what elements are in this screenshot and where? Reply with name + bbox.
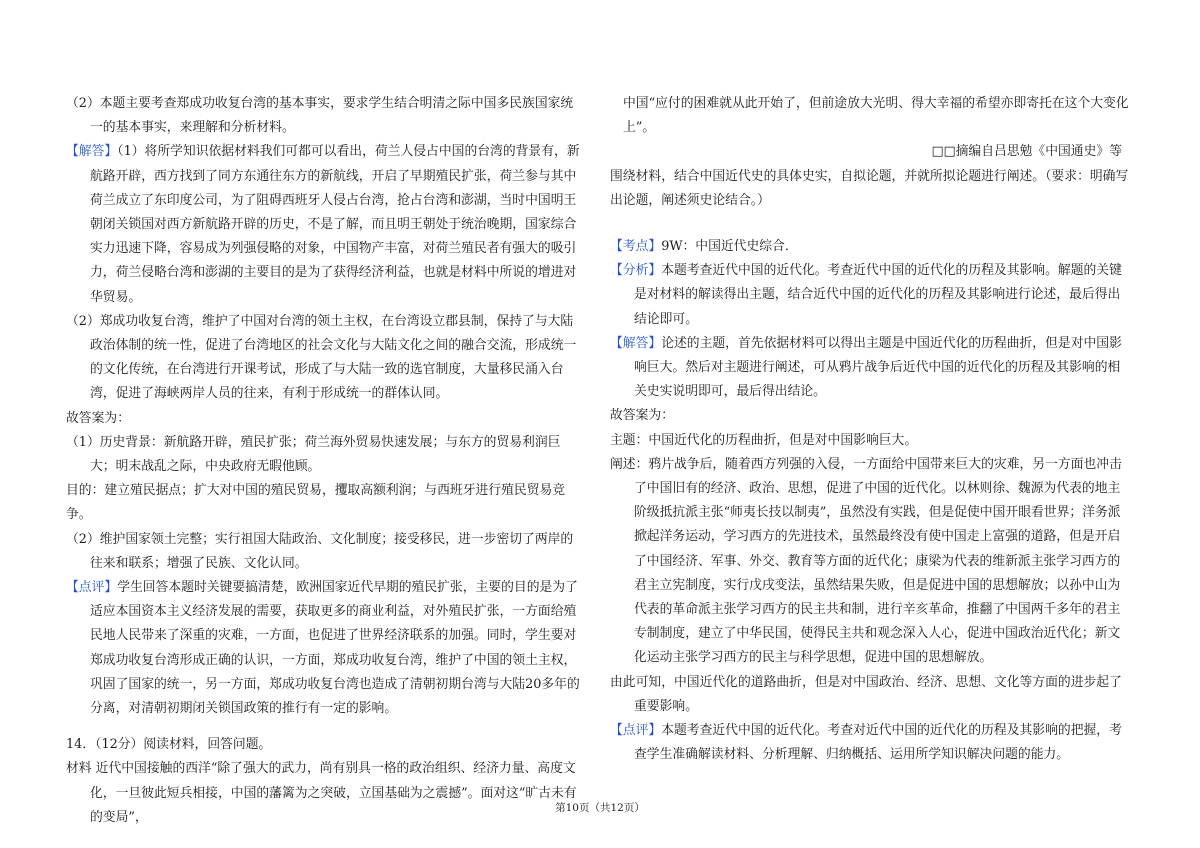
review-tag-right: 【点评】 [610, 723, 662, 739]
final-answer-1: （1）历史背景：新航路开辟，殖民扩张；荷兰海外贸易快速发展；与东方的贸易利润巨大；明末战乱之际，中央政府无暇他顾。 [66, 434, 561, 475]
review-text-right: 本题考查近代中国的近代化。考查对近代中国的近代化的历程及其影响的把握，考查学生准确解读材料、分析理解、归纳概括、运用所学知识解决问题的能力。 [634, 723, 1122, 763]
spacer [610, 213, 1130, 235]
left-column [66, 92, 586, 830]
material-continuation: 中国“应付的困难就从此开始了，但前途放大光明、得大幸福的希望亦即寄托在这个大变化上”。 [623, 96, 1129, 136]
jieda [610, 332, 1130, 405]
review-paragraph [66, 576, 586, 721]
kaodian-text: 9W：中国近代史综合． [661, 239, 798, 255]
page-footer: 第10页（共12页） [555, 802, 645, 814]
answer-label: 故答案为： [66, 410, 130, 426]
final-answer-2: （2）维护国家领土完整；实行祖国大陆政治、文化制度；接受移民，进一步密切了两岸的往来和联系；增强了民族、文化认同。 [66, 531, 574, 571]
question-14-title: 14．（12分）阅读材料，回答问题。 [66, 737, 272, 753]
fenxi-text: 本题考查近代中国的近代化。考查近代中国的近代化的历程及其影响。解题的关键是对材料的解读得出主题，结合近代中国的近代化的历程及其影响进行论述，最后得出结论即可。 [634, 263, 1122, 327]
fenxi-tag: 【分析】 [610, 263, 662, 279]
spacer [66, 721, 586, 733]
kaodian-tag: 【考点】 [610, 239, 662, 255]
kaodian [610, 235, 1130, 259]
review-text: 学生回答本题时关键要搞清楚，欧洲国家近代早期的殖民扩张，主要的目的是为了适应本国资本主义经济发展的需要，获取更多的商业利益，对外殖民扩张，一方面给殖民地人民带来了深重的灾难，一方面，也促进了世界经济联系的加强。同时，学生要对郑成功收复台湾形成正确的认识，一方面，郑成功收复台湾，维护了中国的领土主权，巩固了国家的统一，另一方面，郑成功收复台湾也造成了清朝初期台湾与大陆20多年的分离，对清朝初期闭关锁国政策的推行有一定的影响。 [90, 580, 580, 717]
answer-exposition: 阐述：鸦片战争后，随着西方列强的入侵，一方面给中国带来巨大的灾难，另一方面也冲击了中国旧有的经济、政治、思想，促进了中国的近代化。以林则徐、魏源为代表的地主阶级抵抗派主张“师夷长技以制夷”，虽然没有实践，但是促使中国开眼看世界；洋务派掀起洋务运动，学习西方的先进技术，虽然最终没有使中国走上富强的道路，但是开启了中国经济、军事、外交、教育等方面的近代化；康梁为代表的维新派主张学习西方的君主立宪制度，实行戊戌变法，虽然结果失败，但是促进中国的思想解放；以孙中山为代表的革命派主张学习西方的民主共和制，进行辛亥革命，推翻了中国两千多年的君主专制制度，建立了中华民国，使得民主共和观念深入人心，促进中国政治近代化；新文化运动主张学习西方的民主与科学思想，促进中国的思想解放。 [610, 456, 1122, 666]
answer-theme: 主题：中国近代化的历程曲折，但是对中国影响巨大。 [610, 432, 918, 448]
answer-part1 [66, 140, 586, 309]
material-source: □□摘编自吕思勉《中国通史》等 [931, 144, 1122, 160]
question-task: 围绕材料，结合中国近代史的具体史实，自拟论题，并就所拟论题进行阐述。（要求：明确写出论题，阐述须史论结合。） [610, 168, 1129, 208]
jieda-text: 论述的主题，首先依据材料可以得出主题是中国近代化的历程曲折，但是对中国影响巨大。然后对主题进行阐述，可从鸦片战争后近代中国的近代化的历程及其影响的相关史实说明即可，最后得出结论。 [634, 335, 1122, 400]
answer-part2: （2）郑成功收复台湾，维护了中国对台湾的领土主权，在台湾设立郡县制，保持了与大陆政治体制的统一性，促进了台湾地区的社会文化与大陆文化之间的融合交流，形成统一的文化传统，在台湾进行开课考试，形成了与大陆一致的选官制度，大量移民涌入台湾，促进了海峡两岸人员的往来，有利于形成统一的群体认同。 [66, 313, 577, 402]
review-paragraph-right [610, 719, 1130, 767]
fenxi [610, 259, 1130, 332]
jieda-tag: 【解答】 [610, 335, 662, 351]
answer-tag: 【解答】 [66, 144, 118, 160]
answer-label-right: 故答案为： [610, 408, 674, 424]
answer-conclusion: 由此可知，中国近代化的道路曲折，但是对中国政治、经济、思想、文化等方面的进步起了重要影响。 [610, 674, 1122, 714]
final-answer-1-purpose: 目的：建立殖民据点；扩大对中国的殖民贸易，攫取高额利润；与西班牙进行殖民贸易竞争。 [66, 483, 566, 523]
review-tag: 【点评】 [66, 580, 118, 596]
analysis-part2: （2）本题主要考查郑成功收复台湾的基本事实，要求学生结合明清之际中国多民族国家统一的基本事实，来理解和分析材料。 [66, 96, 574, 136]
right-column [610, 92, 1130, 767]
answer-part1-text: （1）将所学知识依据材料我们可都可以看出，荷兰人侵占中国的台湾的背景有，新航路开辟，西方找到了同方东通往东方的新航线，开启了早期殖民扩张，荷兰参与其中荷兰成立了东印度公司，为了阻碍西班牙人侵占台湾，抢占台湾和澎湖，当时中国明王朝闭关锁国对西方新航路开辟的历史，不是了解，而且明王朝处于统治晚期，国家综合实力迅速下降，容易成为列强侵略的对象，中国物产丰富，对荷兰殖民者有强大的吸引力，荷兰侵略台湾和澎湖的主要目的是为了获得经济利益，也就是材料中所说的增进对华贸易。 [90, 144, 580, 305]
question-14-material: 材料 近代中国接触的西洋“除了强大的武力，尚有别具一格的政治组织、经济力量、高度文化，一旦彼此短兵相接，中国的藩篱为之突破，立国基础为之震撼”。面对这“旷古未有的变局”， [66, 761, 577, 825]
